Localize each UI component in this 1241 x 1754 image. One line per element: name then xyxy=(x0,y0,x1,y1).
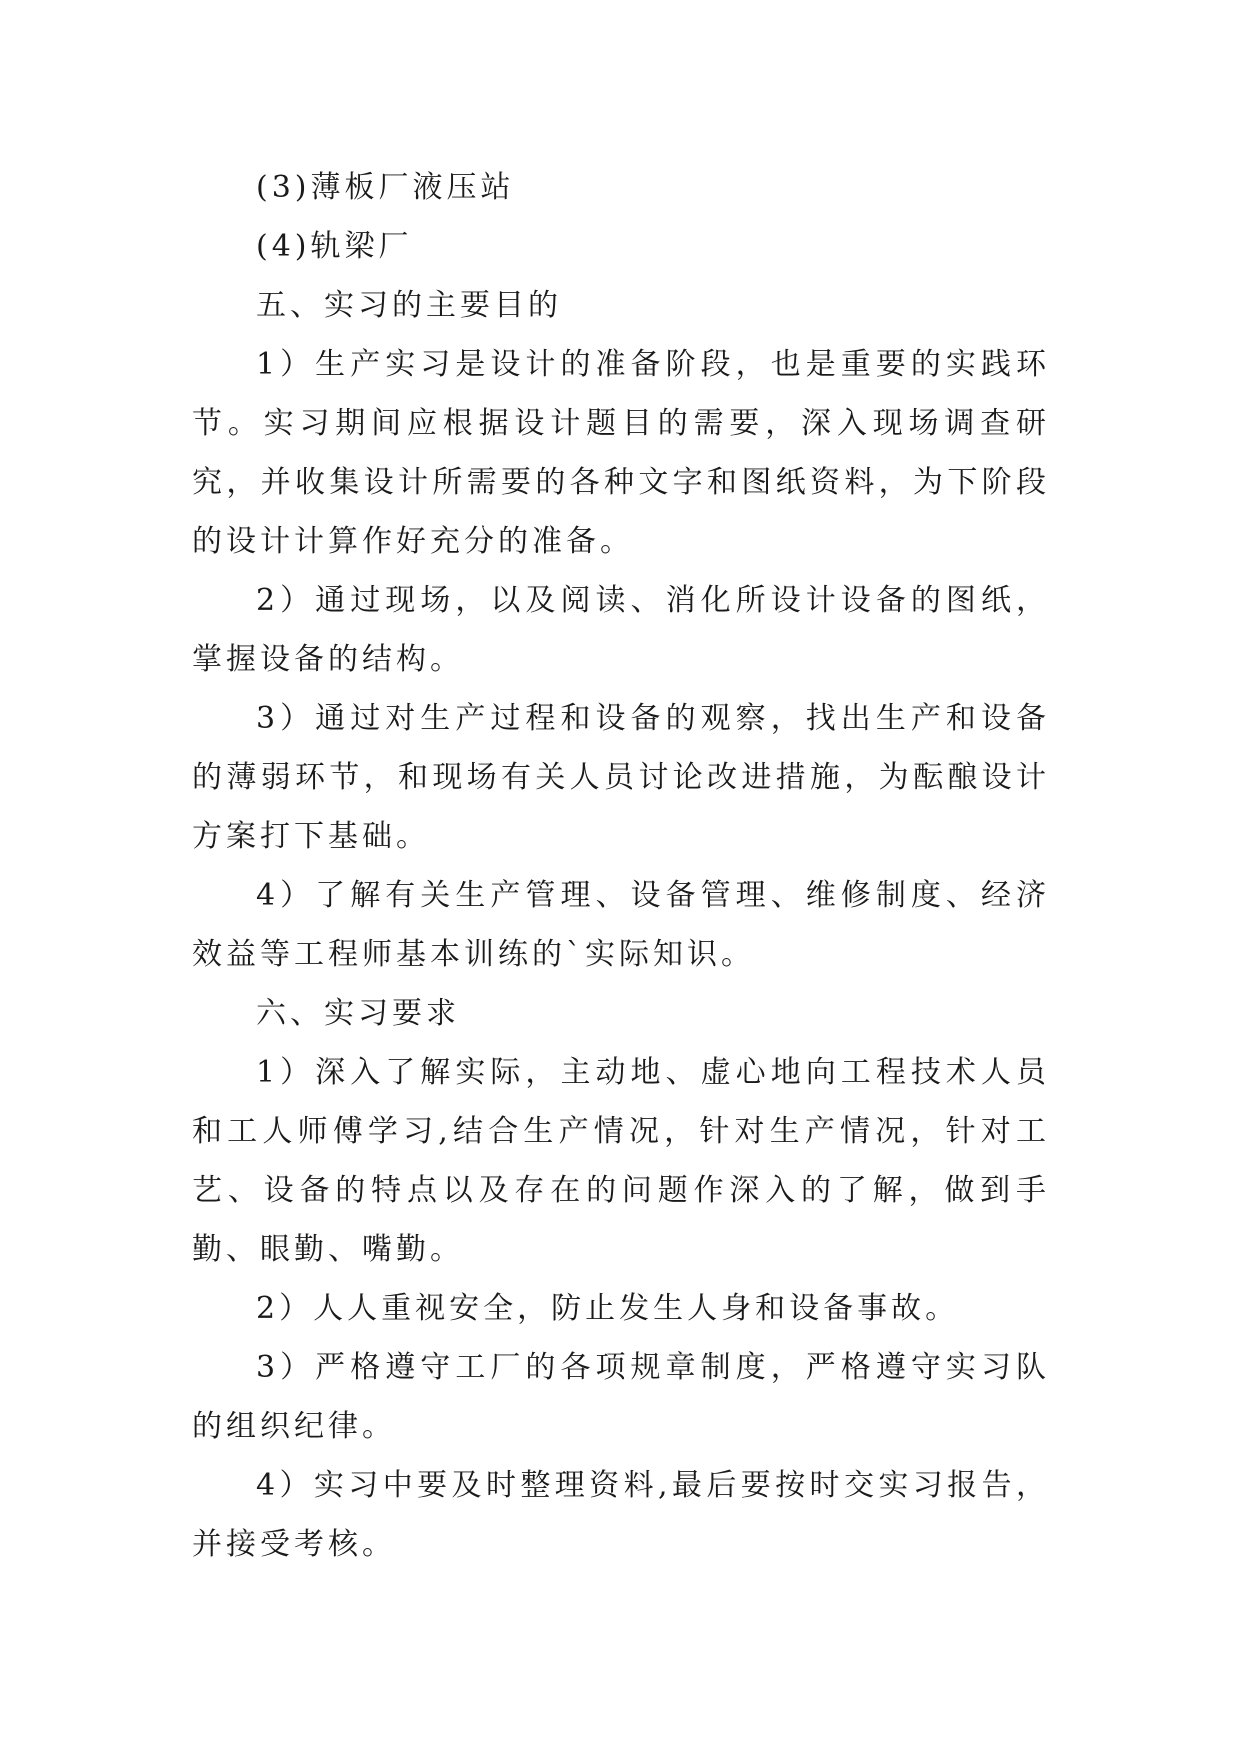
section-heading-5: 五、实习的主要目的 xyxy=(256,288,562,323)
list-item-3: (3)薄板厂液压站 xyxy=(256,170,515,205)
paragraph-goal-4: 4）了解有关生产管理、设备管理、维修制度、经济效益等工程师基本训练的`实际知识。 xyxy=(192,878,1050,972)
section-heading-6: 六、实习要求 xyxy=(256,996,460,1031)
paragraph-req-2: 2）人人重视安全，防止发生人身和设备事故。 xyxy=(256,1291,960,1326)
paragraph-req-4: 4）实习中要及时整理资料,最后要按时交实习报告，并接受考核。 xyxy=(192,1468,1050,1562)
list-item-4: (4)轨梁厂 xyxy=(256,229,413,264)
paragraph-req-3: 3）严格遵守工厂的各项规章制度，严格遵守实习队的组织纪律。 xyxy=(192,1350,1050,1444)
paragraph-goal-3: 3）通过对生产过程和设备的观察，找出生产和设备的薄弱环节，和现场有关人员讨论改进措施，为酝酿设计方案打下基础。 xyxy=(192,701,1050,854)
paragraph-goal-1: 1）生产实习是设计的准备阶段，也是重要的实践环节。实习期间应根据设计题目的需要，深入现场调查研究，并收集设计所需要的各种文字和图纸资料，为下阶段的设计计算作好充分的准备。 xyxy=(192,347,1050,559)
document-body xyxy=(192,158,1050,1574)
paragraph-req-1: 1）深入了解实际，主动地、虚心地向工程技术人员和工人师傅学习,结合生产情况，针对生产情况，针对工艺、设备的特点以及存在的问题作深入的了解，做到手勤、眼勤、嘴勤。 xyxy=(192,1055,1050,1267)
paragraph-goal-2: 2）通过现场，以及阅读、消化所设计设备的图纸，掌握设备的结构。 xyxy=(192,583,1050,677)
